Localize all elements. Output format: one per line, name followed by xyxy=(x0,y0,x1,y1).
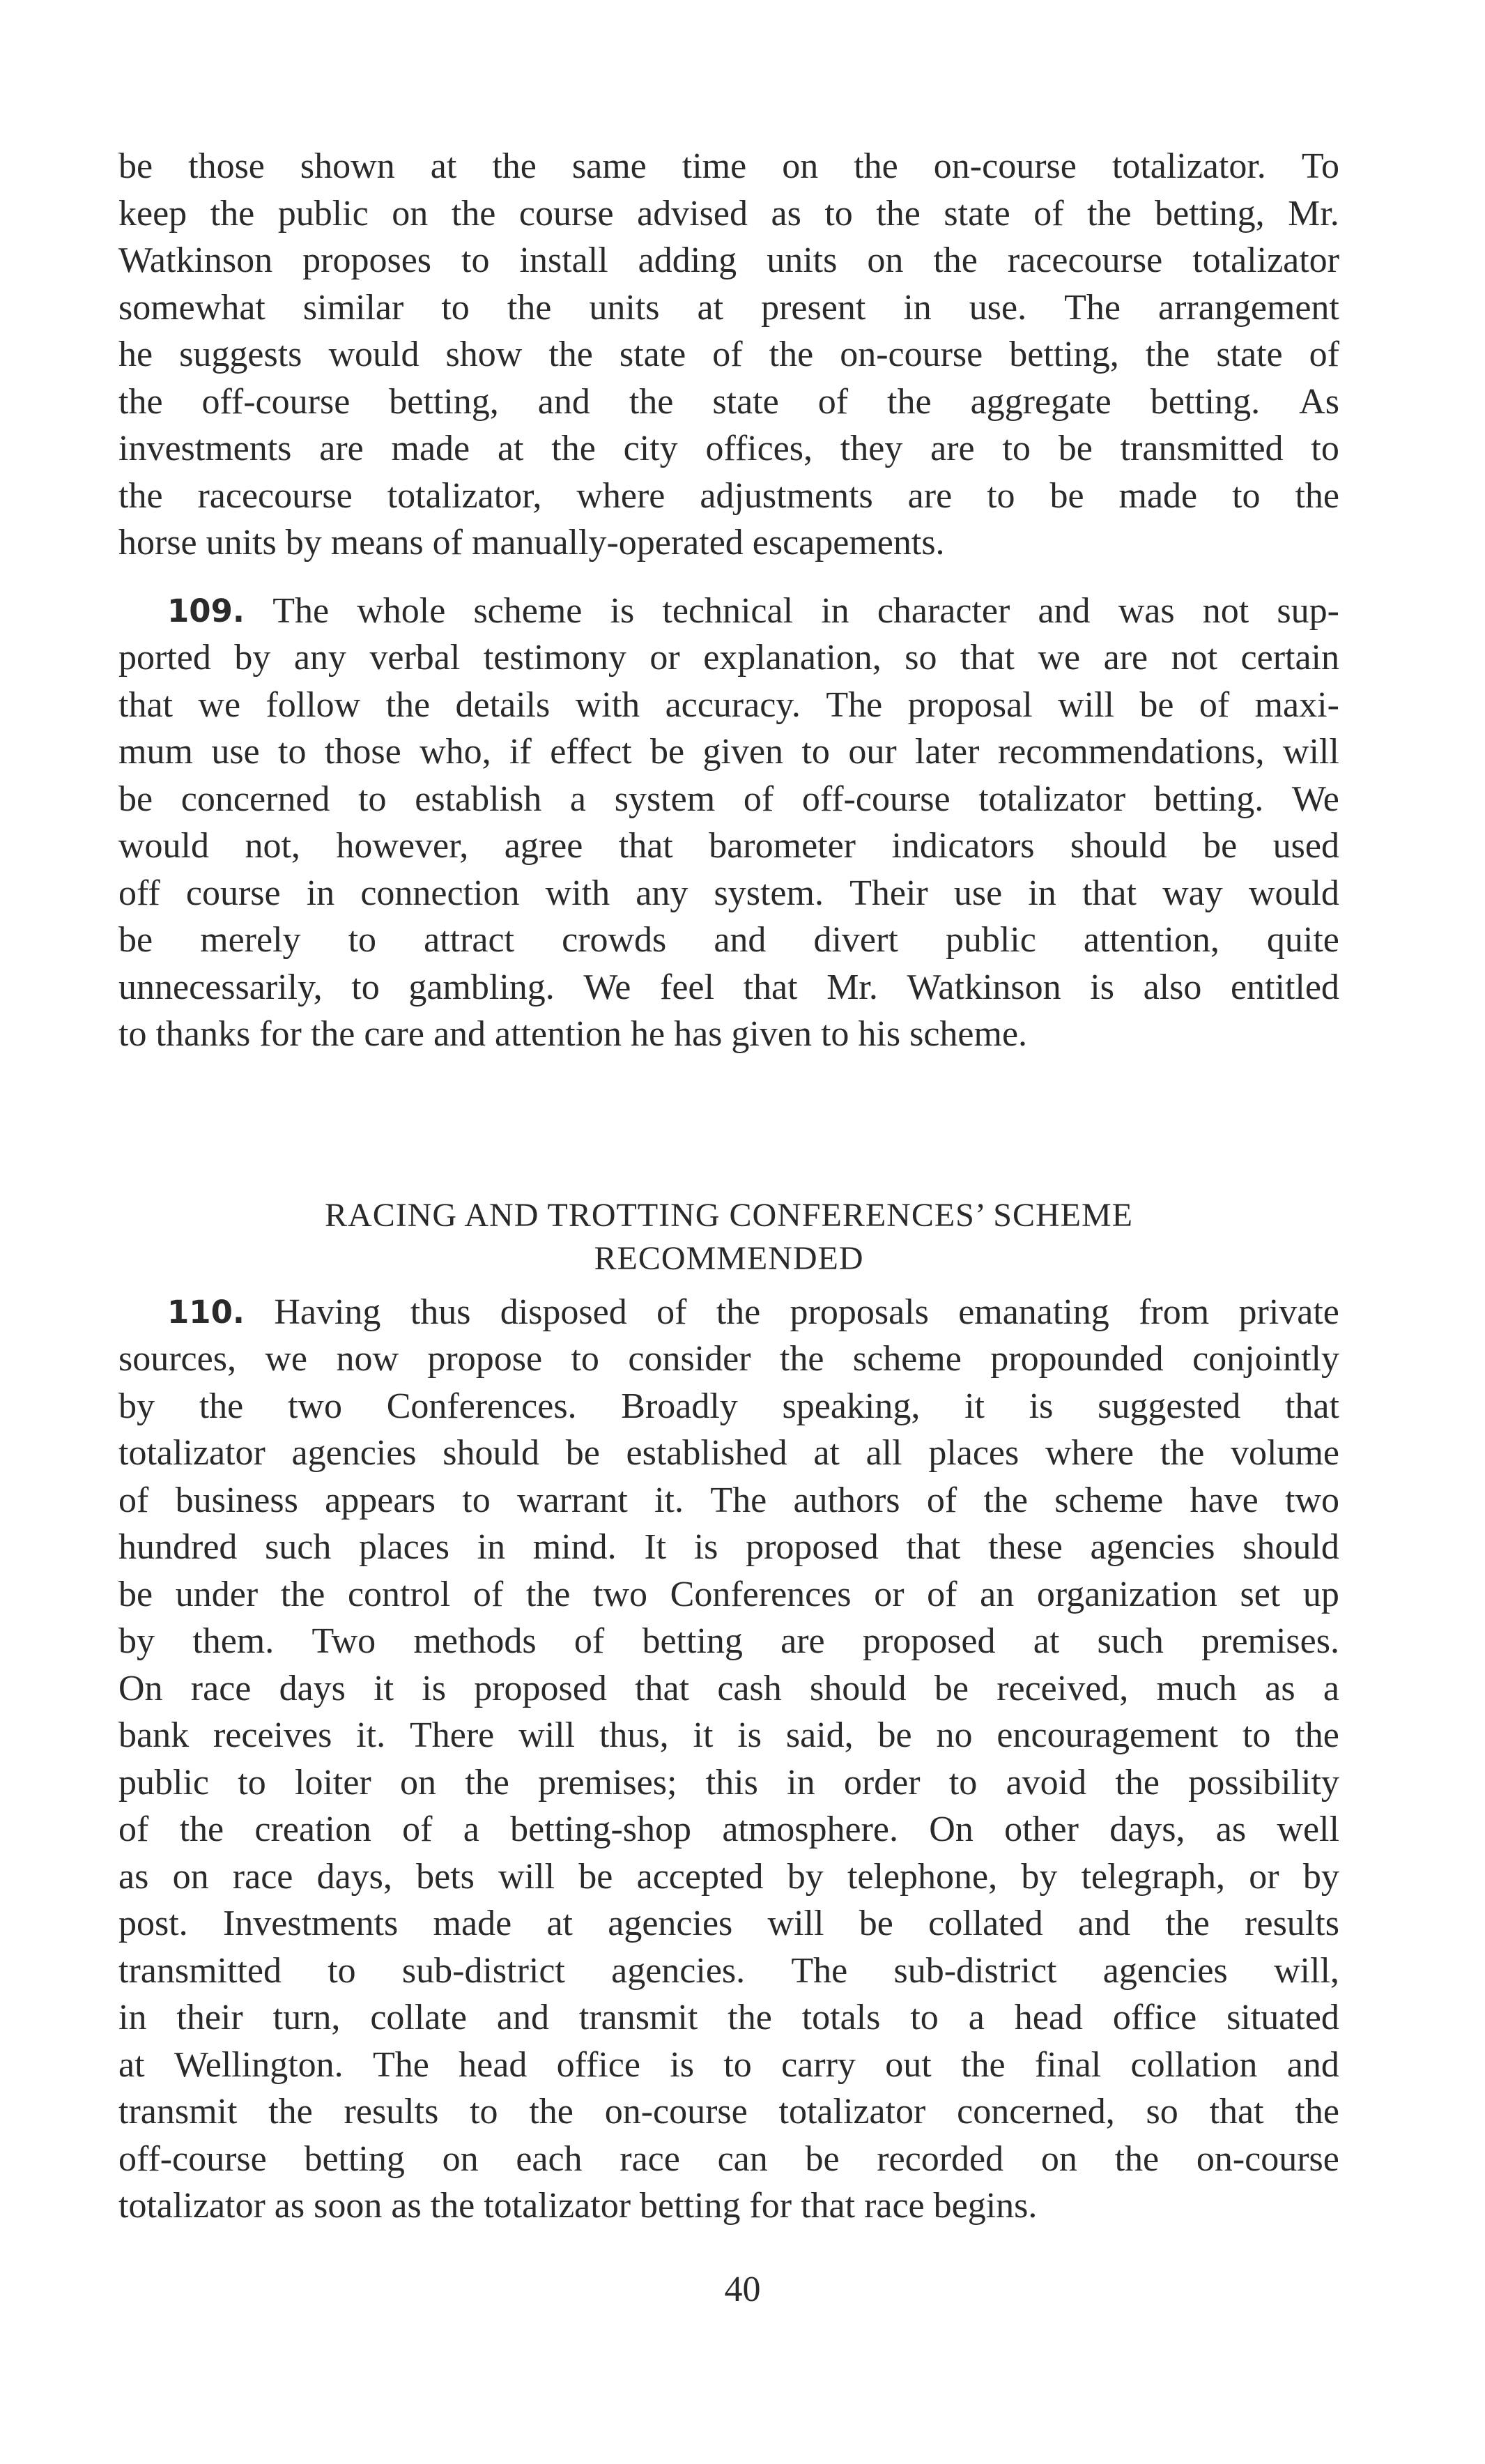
text-line: post. Investments made at agencies will be collated and the results xyxy=(118,1904,1339,1943)
text-line: as on race days, bets will be accepted by telephone, by telegraph, or by xyxy=(118,1856,1339,1897)
text-line: horse units by means of manually-operated escapements. xyxy=(118,523,945,563)
text-line: 110. Having thus disposed of the proposals emanating from private xyxy=(118,1289,1339,1336)
text-line: unnecessarily, to gambling. We feel that Mr. Watkinson is also entitled xyxy=(118,967,1339,1007)
heading-line: RACING AND TROTTING CONFERENCES’ SCHEME xyxy=(325,1196,1133,1234)
text-line: to thanks for the care and attention he has given to his scheme. xyxy=(118,1014,1028,1054)
text-line: transmitted to sub-district agencies. The sub-district agencies will, xyxy=(118,1950,1339,1991)
heading-line: RECOMMENDED xyxy=(594,1239,864,1277)
section-heading xyxy=(118,1194,1339,1280)
text-line: keep the public on the course advised as to the state of the betting, Mr. xyxy=(118,193,1339,234)
text-line: totalizator agencies should be established at all places where the volume xyxy=(118,1433,1339,1473)
text-line: ported by any verbal testimony or explanation, so that we are not certain xyxy=(118,638,1339,678)
text-line: of business appears to warrant it. The authors of the scheme have two xyxy=(118,1480,1339,1520)
paragraph-continued xyxy=(118,143,1339,567)
text-line: totalizator as soon as the totalizator betting for that race begins. xyxy=(118,2186,1038,2226)
text-line: be concerned to establish a system of off-course totalizator betting. We xyxy=(118,779,1339,819)
paragraph-number: 110. xyxy=(167,1293,245,1331)
text-line: off-course betting on each race can be recorded on the on-course xyxy=(118,2138,1339,2179)
paragraph-109 xyxy=(118,588,1339,1058)
text-line: in their turn, collate and transmit the totals to a head office situated xyxy=(118,1998,1339,2037)
text-line: would not, however, agree that barometer indicators should be used xyxy=(118,826,1339,866)
paragraph-110 xyxy=(118,1289,1339,2230)
text-line: 109. The whole scheme is technical in character and was not sup- xyxy=(118,588,1339,635)
document-body xyxy=(118,143,1339,2230)
paragraph-number: 109. xyxy=(167,592,245,629)
text-line: mum use to those who, if effect be given to our later recommendations, will xyxy=(118,732,1339,772)
text-line: by them. Two methods of betting are proposed at such premises. xyxy=(118,1621,1339,1661)
text-line: On race days it is proposed that cash should be received, much as a xyxy=(118,1668,1339,1708)
text-line: at Wellington. The head office is to carry out the final collation and xyxy=(118,2044,1339,2085)
text-line: he suggests would show the state of the on-course betting, the state of xyxy=(118,335,1339,374)
text-line: somewhat similar to the units at present in use. The arrangement xyxy=(118,287,1339,328)
text-line: off course in connection with any system. Their use in that way would xyxy=(118,873,1339,913)
text-line: investments are made at the city offices, they are to be transmitted to xyxy=(118,429,1339,468)
text-line: transmit the results to the on-course totalizator concerned, so that the xyxy=(118,2092,1339,2132)
text-line: that we follow the details with accuracy. The proposal will be of maxi- xyxy=(118,684,1339,725)
text-line: sources, we now propose to consider the scheme propounded conjointly xyxy=(118,1339,1339,1379)
text-line: be under the control of the two Conferences or of an organization set up xyxy=(118,1574,1339,1614)
page-number: 40 xyxy=(724,2270,761,2309)
text-line: of the creation of a betting-shop atmosphere. On other days, as well xyxy=(118,1809,1339,1849)
text-line: bank receives it. There will thus, it is said, be no encouragement to the xyxy=(118,1715,1339,1755)
text-line: by the two Conferences. Broadly speaking, it is suggested that xyxy=(118,1386,1339,1426)
text-line: public to loiter on the premises; this in order to avoid the possibility xyxy=(118,1762,1339,1803)
text-line: Watkinson proposes to install adding units on the racecourse totalizator xyxy=(118,240,1339,280)
text-line: hundred such places in mind. It is proposed that these agencies should xyxy=(118,1527,1339,1567)
text-line: the racecourse totalizator, where adjustments are to be made to the xyxy=(118,475,1339,516)
text-line: be merely to attract crowds and divert public attention, quite xyxy=(118,920,1339,960)
text-line: be those shown at the same time on the on-course totalizator. To xyxy=(118,146,1339,186)
text-line: the off-course betting, and the state of the aggregate betting. As xyxy=(118,381,1339,422)
